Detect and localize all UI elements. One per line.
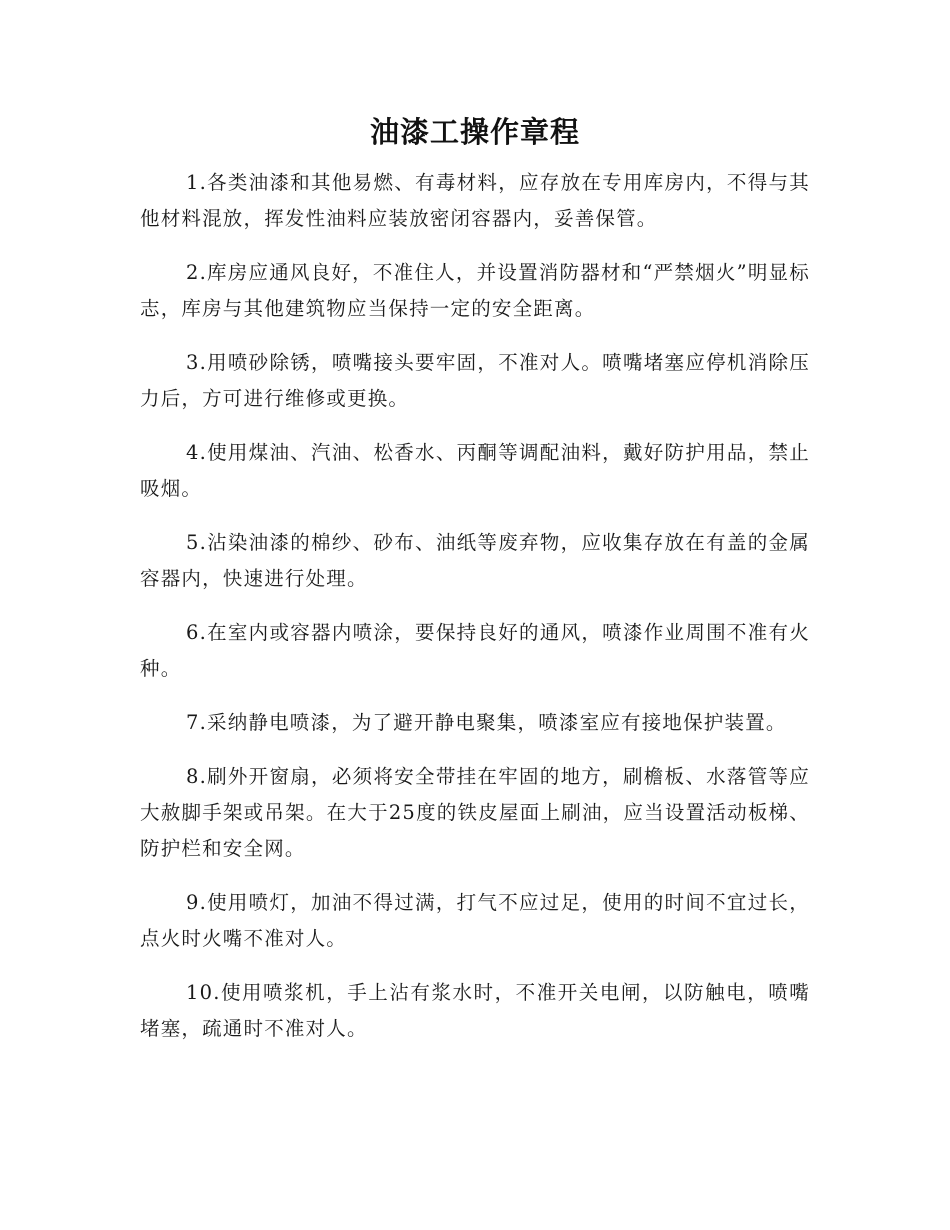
- rule-paragraph-6: 6.在室内或容器内喷涂，要保持良好的通风，喷漆作业周围不准有火种。: [140, 621, 810, 680]
- rule-paragraph-9: 9.使用喷灯，加油不得过满，打气不应过足，使用的时间不宜过长，点火时火嘴不准对人。: [140, 891, 810, 950]
- rule-paragraph-3: 3.用喷砂除锈，喷嘴接头要牢固，不准对人。喷嘴堵塞应停机消除压力后，方可进行维修或更换。: [140, 351, 810, 410]
- document-body: [140, 165, 810, 1047]
- rule-paragraph-2: 2.库房应通风良好，不准住人，并设置消防器材和“严禁烟火”明显标志，库房与其他建筑物应当保持一定的安全距离。: [140, 261, 810, 320]
- rule-paragraph-8: 8.刷外开窗扇，必须将安全带挂在牢固的地方，刷檐板、水落管等应大赦脚手架或吊架。在大于25度的铁皮屋面上刷油，应当设置活动板梯、防护栏和安全网。: [140, 765, 810, 860]
- rule-paragraph-10: 10.使用喷浆机，手上沾有浆水时，不准开关电闸，以防触电，喷嘴堵塞，疏通时不准对人。: [140, 981, 810, 1040]
- rule-paragraph-5: 5.沾染油漆的棉纱、砂布、油纸等废弃物，应收集存放在有盖的金属容器内，快速进行处理。: [140, 531, 810, 590]
- rule-paragraph-1: 1.各类油漆和其他易燃、有毒材料，应存放在专用库房内，不得与其他材料混放，挥发性油料应装放密闭容器内，妥善保管。: [140, 171, 810, 230]
- rule-paragraph-7: 7.采纳静电喷漆，为了避开静电聚集，喷漆室应有接地保护装置。: [186, 711, 787, 734]
- document-title: 油漆工操作章程: [369, 115, 580, 149]
- rule-paragraph-4: 4.使用煤油、汽油、松香水、丙酮等调配油料，戴好防护用品，禁止吸烟。: [140, 441, 810, 500]
